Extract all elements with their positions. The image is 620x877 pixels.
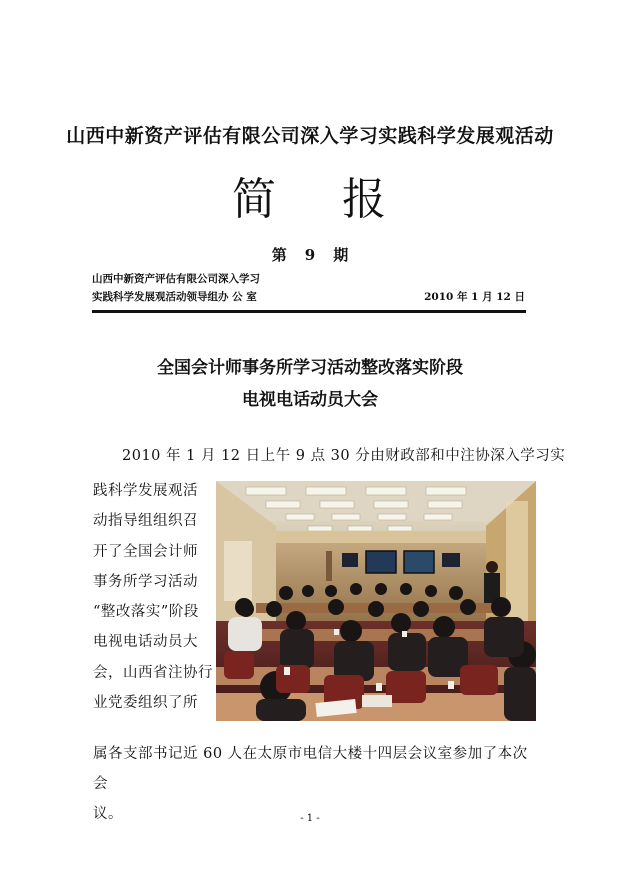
column-line: 会，山西省注协行 [93, 664, 213, 681]
article-headline [0, 352, 620, 416]
column-line: 事务所学习活动 [93, 573, 198, 590]
article-paragraph-first-line: 2010 年 1 月 12 日上午 9 点 30 分由财政部和中注协深入学习实 [122, 448, 566, 464]
column-line: 电视电话动员大 [93, 634, 198, 651]
meeting-photo [216, 481, 536, 721]
header-divider [92, 310, 526, 313]
column-line: 业党委组织了所 [93, 695, 198, 712]
issue-number: 9 [304, 246, 316, 264]
page-number: - 1 - [300, 813, 320, 824]
article-tail-line-1: 属各支部书记近 60 人在太原市电信大楼十四层会议室参加了本次会 [93, 746, 528, 792]
issuing-office-line-1: 山西中新资产评估有限公司深入学习 [92, 273, 260, 285]
issue-date: 2010 年 1 月 12 日 [424, 291, 525, 303]
bulletin-title-char-1: 简 [232, 174, 278, 225]
issuing-office [92, 270, 260, 306]
issue-number-line [0, 244, 620, 265]
article-headline-line-2: 电视电话动员大会 [242, 390, 378, 410]
issue-suffix: 期 [333, 246, 349, 264]
bulletin-title [0, 174, 620, 225]
article-wrapped-column [93, 476, 213, 718]
issue-prefix: 第 [271, 246, 287, 264]
bulletin-title-char-2: 报 [342, 174, 388, 225]
organization-title: 山西中新资产评估有限公司深入学习实践科学发展观活动 [66, 125, 554, 147]
column-line: 践科学发展观活 [93, 483, 198, 499]
article-headline-line-1: 全国会计师事务所学习活动整改落实阶段 [157, 358, 463, 378]
article-tail-line-2: 议。 [93, 806, 123, 822]
column-line: 动指导组组织召 [93, 513, 198, 530]
column-line: 开了全国会计师 [93, 543, 198, 560]
issuing-office-line-2: 实践科学发展观活动领导组办 公 室 [92, 291, 257, 303]
column-line: “整改落实”阶段 [93, 604, 199, 621]
